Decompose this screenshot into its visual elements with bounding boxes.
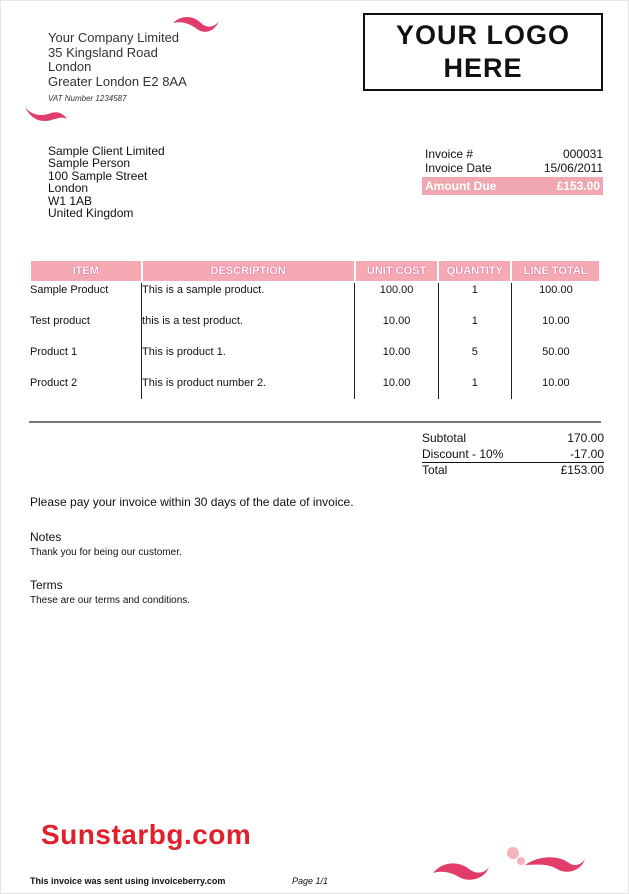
amount-due-value: £153.00 bbox=[556, 179, 600, 193]
amount-due-label: Amount Due bbox=[425, 179, 497, 193]
terms-section bbox=[30, 578, 190, 606]
discount-row bbox=[422, 447, 604, 464]
total-label: Total bbox=[422, 463, 448, 477]
item-quantity: 5 bbox=[438, 345, 511, 376]
item-quantity: 1 bbox=[438, 376, 511, 399]
logo-text: YOUR LOGO HERE bbox=[395, 20, 570, 83]
item-name: Sample Product bbox=[30, 284, 109, 296]
item-unit-cost: 100.00 bbox=[355, 282, 439, 314]
notes-section bbox=[30, 530, 182, 558]
item-name: Test product bbox=[30, 315, 90, 327]
invoice-number-value: 000031 bbox=[562, 147, 603, 161]
table-divider bbox=[29, 421, 601, 423]
client-address bbox=[48, 145, 165, 219]
totals-block bbox=[422, 431, 604, 479]
item-description: This is product 1. bbox=[142, 345, 355, 376]
payment-note: Please pay your invoice within 30 days of the date of invoice. bbox=[30, 495, 354, 509]
client-postcode: W1 1AB bbox=[48, 193, 93, 208]
item-line-total: 10.00 bbox=[511, 314, 600, 345]
item-unit-cost: 10.00 bbox=[355, 345, 439, 376]
terms-heading: Terms bbox=[30, 578, 63, 592]
item-description: This is product number 2. bbox=[142, 376, 355, 399]
table-row bbox=[30, 345, 600, 376]
client-city: London bbox=[48, 181, 89, 196]
item-description: this is a test product. bbox=[142, 314, 355, 345]
item-name: Product 2 bbox=[30, 377, 78, 389]
logo-placeholder bbox=[363, 13, 603, 91]
table-row bbox=[30, 376, 600, 399]
terms-body: These are our terms and conditions. bbox=[30, 595, 191, 606]
footer-sent-using: This invoice was sent using invoiceberry.com bbox=[30, 876, 226, 886]
item-quantity: 1 bbox=[438, 282, 511, 314]
invoice-number-row bbox=[425, 147, 603, 161]
invoice-meta bbox=[425, 147, 603, 195]
header-item: ITEM bbox=[30, 260, 142, 282]
item-unit-cost: 10.00 bbox=[355, 376, 439, 399]
invoice-date-row bbox=[425, 161, 603, 175]
client-street: 100 Sample Street bbox=[48, 168, 148, 183]
item-unit-cost: 10.00 bbox=[355, 314, 439, 345]
item-quantity: 1 bbox=[438, 314, 511, 345]
item-line-total: 100.00 bbox=[511, 282, 600, 314]
header-description: DESCRIPTION bbox=[142, 260, 355, 282]
total-row bbox=[422, 463, 604, 479]
client-person: Sample Person bbox=[48, 156, 131, 171]
notes-body: Thank you for being our customer. bbox=[30, 547, 182, 558]
client-country: United Kingdom bbox=[48, 206, 134, 221]
invoice-date-value: 15/06/2011 bbox=[543, 161, 603, 175]
company-name: Your Company Limited bbox=[48, 30, 180, 45]
header-line-total: LINE TOTAL bbox=[511, 260, 600, 282]
company-vat: VAT Number 1234587 bbox=[48, 94, 127, 103]
header-quantity: QUANTITY bbox=[438, 260, 511, 282]
ribbon-bottom-decoration bbox=[429, 843, 589, 883]
item-name: Product 1 bbox=[30, 346, 78, 358]
table-header-row bbox=[30, 260, 600, 282]
subtotal-label: Subtotal bbox=[422, 431, 467, 445]
company-address-line: 35 Kingsland Road bbox=[48, 44, 158, 60]
table-row bbox=[30, 314, 600, 345]
client-name: Sample Client Limited bbox=[48, 144, 165, 158]
footer-page-number: Page 1/1 bbox=[292, 876, 329, 886]
total-value: £153.00 bbox=[560, 463, 604, 477]
item-line-total: 10.00 bbox=[511, 376, 600, 399]
amount-due-row bbox=[422, 177, 603, 195]
discount-value: -17.00 bbox=[569, 446, 604, 461]
header-unit-cost: UNIT COST bbox=[355, 260, 439, 282]
line-items-table bbox=[29, 259, 601, 399]
discount-label: Discount - 10% bbox=[422, 446, 504, 461]
invoice-date-label: Invoice Date bbox=[425, 161, 492, 175]
notes-heading: Notes bbox=[30, 530, 62, 544]
company-city: London bbox=[48, 59, 92, 74]
subtotal-row bbox=[422, 431, 604, 447]
subtotal-value: 170.00 bbox=[567, 431, 604, 445]
item-description: This is a sample product. bbox=[142, 282, 355, 314]
table-row bbox=[30, 282, 600, 314]
company-region: Greater London E2 8AA bbox=[48, 73, 187, 89]
invoice-number-label: Invoice # bbox=[425, 147, 474, 161]
company-address bbox=[48, 31, 187, 107]
item-line-total: 50.00 bbox=[511, 345, 600, 376]
watermark: Sunstarbg.com bbox=[41, 819, 252, 850]
